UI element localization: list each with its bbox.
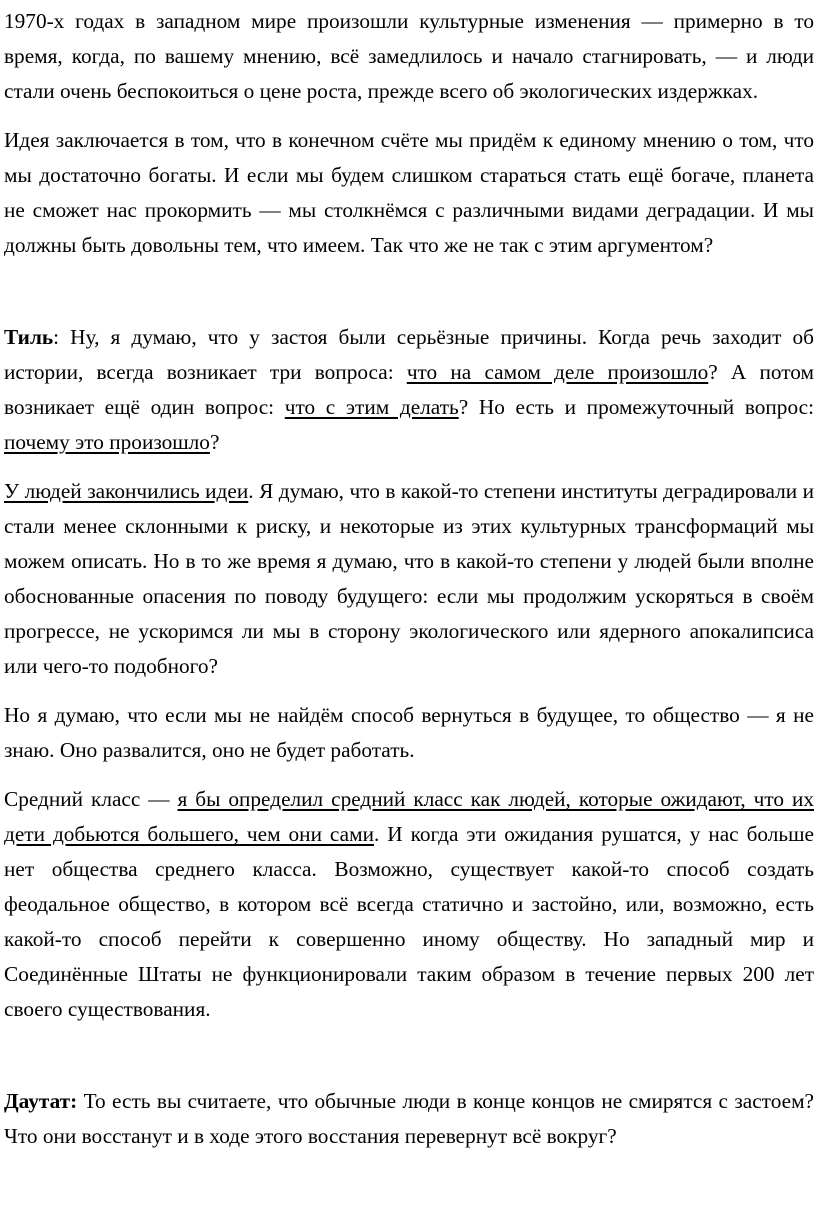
paragraph-text: То есть вы считаете, что обычные люди в конце концов не смирятся с застоем? Что они восстанут и в ходе этого восстания перевернут всё вокруг? <box>4 1089 814 1148</box>
underlined-definition: я бы определил средний класс как людей, которые ожидают, что их дети добьются большего, чем они сами <box>4 787 814 846</box>
paragraph-text: Но я думаю, что если мы не найдём способ вернуться в будущее, то общество — я не знаю. Оно развалится, оно не будет работать. <box>4 703 814 762</box>
paragraph-douthat-question <box>4 1084 814 1154</box>
paragraph-thiel-answer <box>4 320 814 460</box>
underlined-question: почему это произошло <box>4 430 210 454</box>
document-page <box>4 4 814 1168</box>
paragraph-text: : Ну, я думаю, что у застоя были серьёзные причины. Когда речь заходит об истории, всегда возникает три вопроса: <box>4 325 814 384</box>
speaker-label: Тиль <box>4 325 54 349</box>
paragraph-text: 1970-х годах в западном мире произошли культурные изменения — примерно в то время, когда, по вашему мнению, всё замедлилось и начало стагнировать, — и люди стали очень беспокоиться о цене роста, прежде всего об экологических издержках. <box>4 9 814 103</box>
speaker-label: Даутат: <box>4 1089 78 1113</box>
paragraph-text: ? <box>209 430 220 454</box>
paragraph-text: Идея заключается в том, что в конечном счёте мы придём к единому мнению о том, что мы достаточно богаты. И если мы будем слишком стараться стать ещё богаче, планета не сможет нас прокормить — мы столкнёмся с различными видами деградации. И мы должны быть довольны тем, что имеем. Так что же не так с этим аргументом? <box>4 128 814 257</box>
paragraph-middle-class <box>4 782 814 1027</box>
paragraph-text: . Я думаю, что в какой-то степени институты деградировали и стали менее склонными к риску, и некоторые из этих культурных трансформаций мы можем описать. Но в то же время я думаю, что в какой-то степени у людей были вполне обоснованные опасения по поводу будущего: если мы продолжим ускоряться в своём прогрессе, не ускоримся ли мы в сторону экологического или ядерного апокалипсиса или чего-то подобного? <box>4 479 814 678</box>
paragraph-intro <box>4 4 814 109</box>
underlined-question: что с этим делать <box>284 395 459 419</box>
paragraph-text: Средний класс — <box>4 787 178 811</box>
underlined-question: что на самом деле произошло <box>406 360 709 384</box>
paragraph-idea <box>4 123 814 263</box>
paragraph-text: ? А потом возникает ещё один вопрос: <box>4 360 814 419</box>
paragraph-text: . И когда эти ожидания рушатся, у нас больше нет общества среднего класса. Возможно, существует какой-то способ создать феодальное общество, в котором всё всегда статично и застойно, или, возможно, есть какой-то способ перейти к совершенно иному обществу. Но западный мир и Соединённые Штаты не функционировали таким образом в течение первых 200 лет своего существования. <box>4 822 814 1021</box>
underlined-phrase: У людей закончились идеи <box>4 479 249 503</box>
paragraph-text: ? Но есть и промежуточный вопрос: <box>458 395 814 419</box>
paragraph-ideas-ran-out <box>4 474 814 684</box>
paragraph-future <box>4 698 814 768</box>
